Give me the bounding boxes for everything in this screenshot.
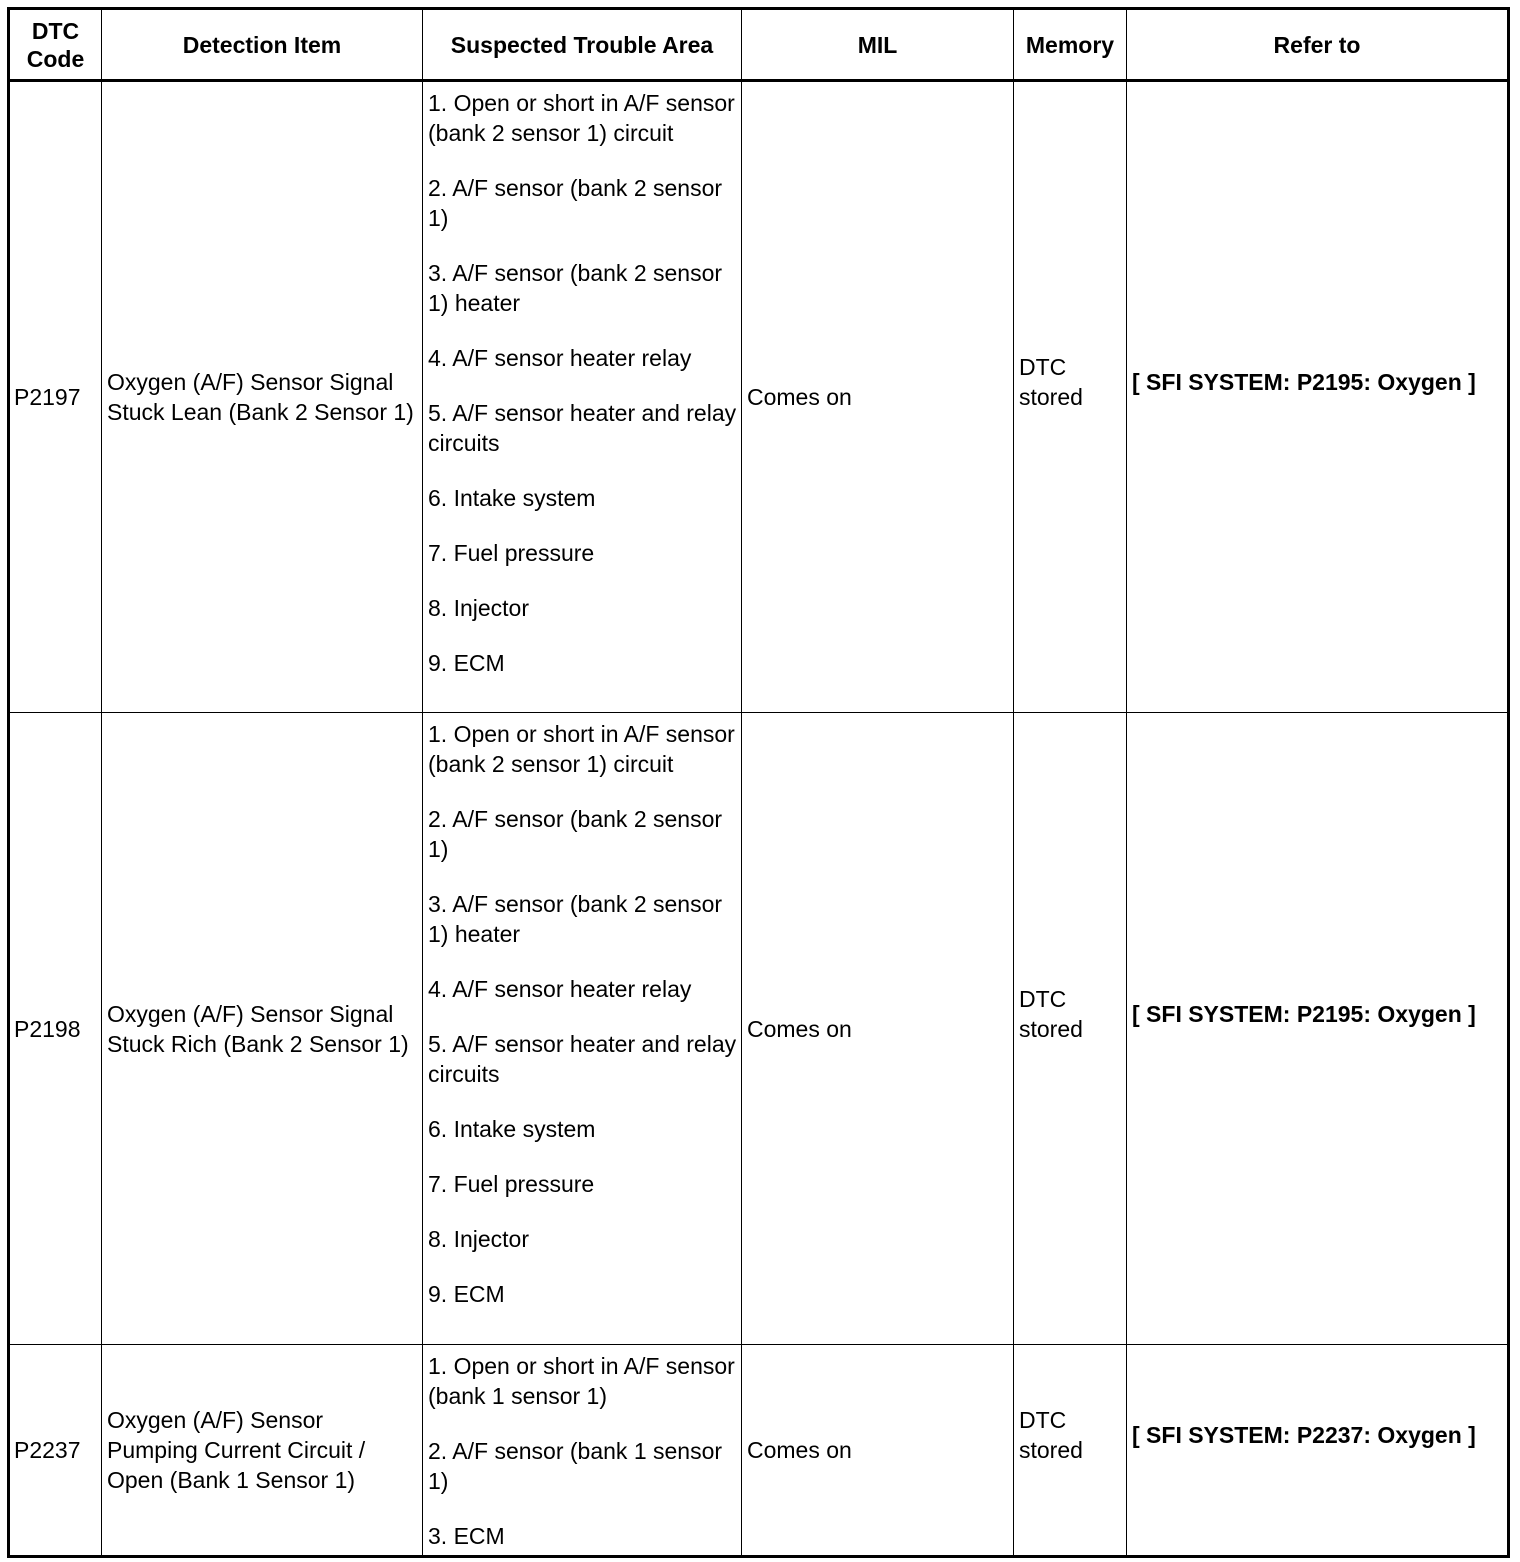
trouble-area-item: 1. Open or short in A/F sensor (bank 2 sensor 1) circuit (428, 90, 735, 146)
trouble-area-item: 4. A/F sensor heater relay (428, 976, 692, 1002)
memory-cell (1014, 1345, 1127, 1557)
trouble-area-item: 1. Open or short in A/F sensor (bank 1 sensor 1) (428, 1353, 735, 1409)
table-row (9, 1345, 1509, 1557)
trouble-area-item: 3. A/F sensor (bank 2 sensor 1) heater (428, 891, 723, 947)
memory-text: DTC stored (1019, 1407, 1083, 1463)
detection-item-cell: Oxygen (A/F) Sensor Signal Stuck Lean (Bank 2 Sensor 1) (102, 81, 423, 713)
trouble-area-item: 9. ECM (428, 650, 505, 676)
trouble-area-item: 4. A/F sensor heater relay (428, 345, 692, 371)
dtc-code-cell: P2197 (9, 81, 102, 713)
suspected-trouble-area-cell (423, 713, 742, 1345)
refer-to-link[interactable]: [ SFI SYSTEM: P2237: Oxygen ] (1132, 1422, 1476, 1448)
refer-to-cell (1127, 713, 1509, 1345)
trouble-area-list (428, 1351, 737, 1551)
memory-text: DTC stored (1019, 354, 1083, 410)
trouble-area-item: 2. A/F sensor (bank 2 sensor 1) (428, 806, 723, 862)
memory-cell (1014, 81, 1127, 713)
trouble-area-item: 7. Fuel pressure (428, 1171, 595, 1197)
memory-text: DTC stored (1019, 985, 1083, 1042)
trouble-area-list (428, 88, 737, 678)
dtc-table (7, 7, 1510, 1558)
refer-to-link[interactable]: [ SFI SYSTEM: P2195: Oxygen ] (1132, 1000, 1476, 1027)
detection-item-cell: Oxygen (A/F) Sensor Pumping Current Circuit / Open (Bank 1 Sensor 1) (102, 1345, 423, 1557)
refer-to-cell (1127, 81, 1509, 713)
table-row (9, 81, 1509, 713)
trouble-area-item: 5. A/F sensor heater and relay circuits (428, 1031, 737, 1087)
trouble-area-item: 2. A/F sensor (bank 2 sensor 1) (428, 175, 723, 231)
trouble-area-item: 6. Intake system (428, 1116, 596, 1142)
mil-cell: Comes on (742, 81, 1014, 713)
refer-to-link[interactable]: [ SFI SYSTEM: P2195: Oxygen ] (1132, 369, 1476, 395)
table-row (9, 713, 1509, 1345)
trouble-area-item: 7. Fuel pressure (428, 540, 595, 566)
header-dtc-code: DTC Code (9, 9, 102, 81)
trouble-area-item: 2. A/F sensor (bank 1 sensor 1) (428, 1438, 723, 1494)
trouble-area-item: 3. ECM (428, 1523, 505, 1549)
header-mil: MIL (742, 9, 1014, 81)
dtc-code-cell: P2198 (9, 713, 102, 1345)
trouble-area-item: 8. Injector (428, 595, 529, 621)
header-row (9, 9, 1509, 81)
trouble-area-item: 8. Injector (428, 1226, 529, 1252)
suspected-trouble-area-cell (423, 81, 742, 713)
trouble-area-item: 6. Intake system (428, 485, 596, 511)
trouble-area-list (428, 719, 737, 1309)
trouble-area-item: 9. ECM (428, 1281, 505, 1307)
detection-item-cell: Oxygen (A/F) Sensor Signal Stuck Rich (Bank 2 Sensor 1) (102, 713, 423, 1345)
header-detection-item: Detection Item (102, 9, 423, 81)
mil-cell: Comes on (742, 713, 1014, 1345)
suspected-trouble-area-cell (423, 1345, 742, 1557)
header-suspected-trouble-area: Suspected Trouble Area (423, 9, 742, 81)
dtc-code-cell: P2237 (9, 1345, 102, 1557)
header-refer-to: Refer to (1127, 9, 1509, 81)
trouble-area-item: 1. Open or short in A/F sensor (bank 2 sensor 1) circuit (428, 721, 735, 777)
memory-cell (1014, 713, 1127, 1345)
header-memory: Memory (1014, 9, 1127, 81)
trouble-area-item: 5. A/F sensor heater and relay circuits (428, 400, 737, 456)
mil-cell: Comes on (742, 1345, 1014, 1557)
trouble-area-item: 3. A/F sensor (bank 2 sensor 1) heater (428, 260, 723, 316)
refer-to-cell (1127, 1345, 1509, 1557)
